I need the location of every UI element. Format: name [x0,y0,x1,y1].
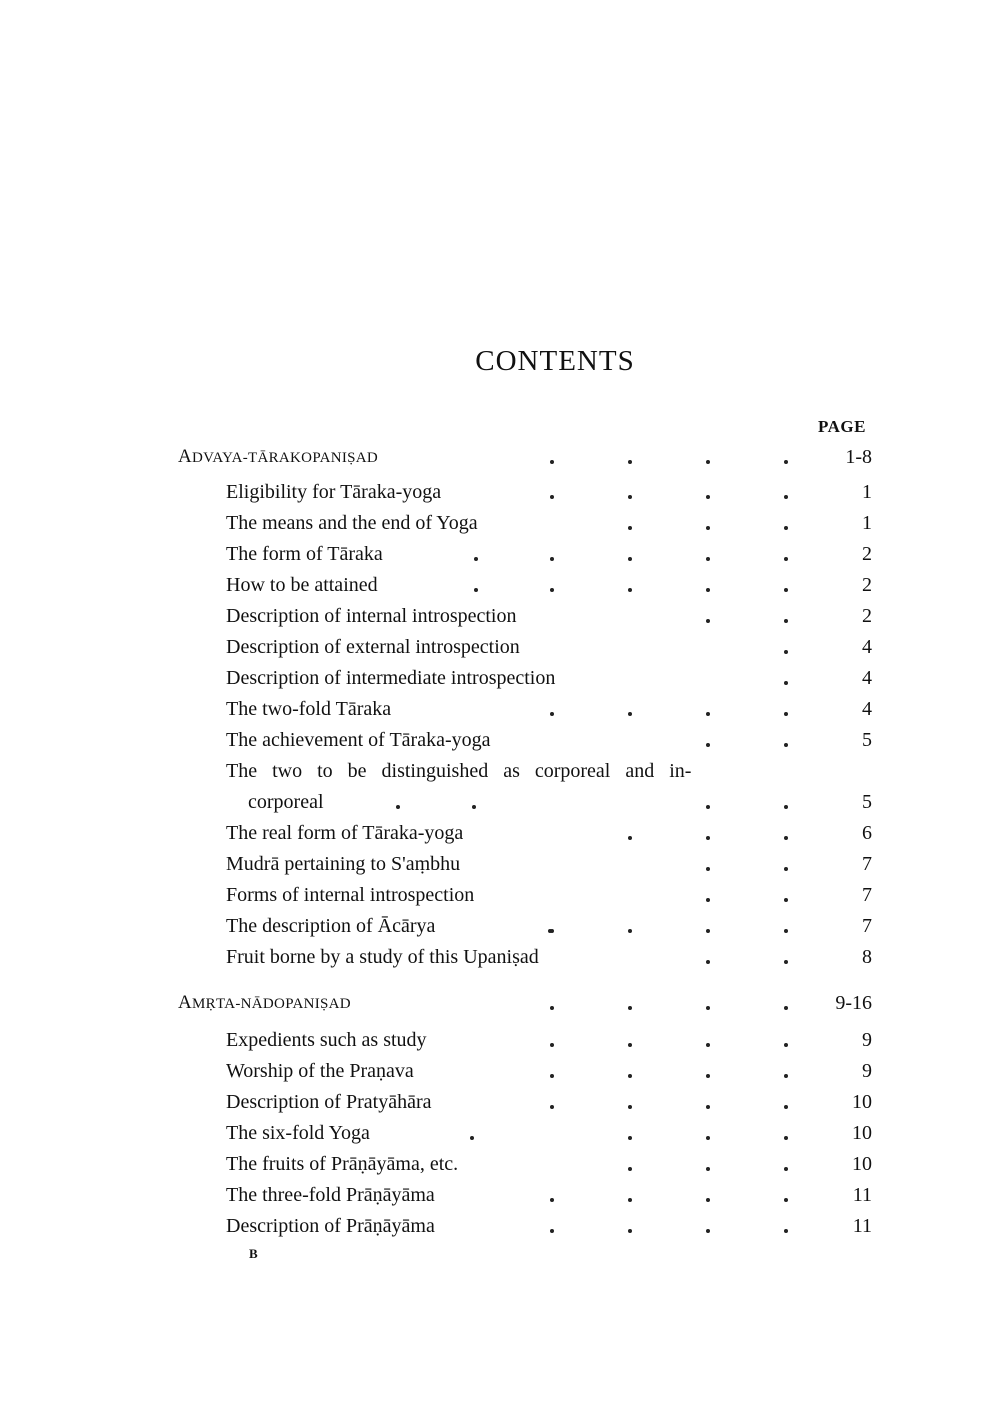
section-heading [0,992,1000,1022]
entry-page: 2 [862,543,872,565]
leader-dot [706,588,710,592]
leader-dot [396,805,400,809]
entry-label: The six-fold Yoga [226,1122,370,1144]
entry-page: 4 [862,698,872,720]
leader-dot [550,1229,554,1233]
leader-dot [706,743,710,747]
leader-dot [706,619,710,623]
signature-mark: B [249,1246,258,1261]
leader-dot [706,1167,710,1171]
toc-entry [0,1122,1000,1152]
leader-dot [706,712,710,716]
toc-entry [0,698,1000,728]
leader-dot [628,588,632,592]
leader-dot [628,836,632,840]
entry-label: The two-fold Tāraka [226,698,392,720]
entry-label: The three-fold Prāṇāyāma [226,1184,435,1206]
leader-dot [784,867,788,871]
entry-page: 11 [852,1215,872,1237]
toc-entry [0,574,1000,604]
entry-page: 1 [862,512,872,534]
entry-label: The form of Tāraka [226,543,383,565]
leader-dot [784,836,788,840]
leader-dot [628,1167,632,1171]
leader-dot [784,495,788,499]
entry-label: The two to be distinguished as corporeal and in- [226,760,692,782]
entry-page: 9 [862,1060,872,1082]
leader-dot [784,1167,788,1171]
leader-dot [474,588,478,592]
leader-dot [784,681,788,685]
toc-entry [0,760,1000,790]
leader-dot [628,1198,632,1202]
toc-entry [0,1029,1000,1059]
toc-entry [0,543,1000,573]
leader-dot [550,460,554,464]
entry-page: 8 [862,946,872,968]
leader-dot [706,1043,710,1047]
leader-dot [706,1136,710,1140]
entry-label: The real form of Tāraka-yoga [226,822,464,844]
entry-page: 10 [852,1122,872,1144]
leader-dot [706,1074,710,1078]
entry-page: 5 [862,729,872,751]
entry-page: 10 [852,1091,872,1113]
leader-dot [784,1006,788,1010]
leader-dot [550,1006,554,1010]
toc-entry-continuation [0,791,1000,821]
leader-dot [784,898,788,902]
entry-label: How to be attained [226,574,378,596]
toc-entry [0,729,1000,759]
toc-entry [0,605,1000,635]
leader-dot [784,619,788,623]
section-page-range: 9-16 [835,992,872,1014]
leader-dot [628,495,632,499]
leader-dot [706,1229,710,1233]
toc-entry [0,915,1000,945]
leader-dot [706,526,710,530]
entry-page: 9 [862,1029,872,1051]
entry-page: 6 [862,822,872,844]
leader-dot [784,1198,788,1202]
leader-dot [706,1198,710,1202]
leader-dot [706,867,710,871]
section-title-rest: DVAYA-TĀRAKOPANIṢAD [192,450,379,466]
entry-label: Mudrā pertaining to S'aṃbhu [226,853,461,875]
entry-label: The description of Ācārya [226,915,436,937]
leader-dot [784,460,788,464]
leader-dot [784,588,788,592]
leader-dot [628,1006,632,1010]
entry-label: Eligibility for Tāraka-yoga [226,481,442,503]
leader-dot [784,1043,788,1047]
toc-entry [0,1215,1000,1245]
leader-dot [784,712,788,716]
entry-label: Description of external introspection [226,636,520,658]
toc-entry [0,1060,1000,1090]
entry-label: Description of Prāṇāyāma [226,1215,435,1237]
entry-label: Description of Pratyāhāra [226,1091,432,1113]
entry-label: The means and the end of Yoga [226,512,478,534]
section-page-range: 1-8 [845,446,872,468]
leader-dot [706,1006,710,1010]
leader-dot [784,929,788,933]
entry-page: 10 [852,1153,872,1175]
leader-dot [784,805,788,809]
entry-label: Description of intermediate introspection [226,667,556,689]
toc-entry [0,512,1000,542]
entry-label: Worship of the Praṇava [226,1060,414,1082]
leader-dot [628,1074,632,1078]
leader-dot [550,1105,554,1109]
leader-dot [628,1136,632,1140]
entry-page: 7 [862,884,872,906]
entry-page: 2 [862,605,872,627]
toc-entry [0,1153,1000,1183]
entry-page: 1 [862,481,872,503]
toc-entry [0,667,1000,697]
leader-dot [706,1105,710,1109]
toc-entry [0,853,1000,883]
leader-dot [784,1136,788,1140]
leader-dot [706,495,710,499]
leader-dot [706,805,710,809]
entry-page: 11 [852,1184,872,1206]
leader-dot [784,526,788,530]
leader-dot [628,460,632,464]
page-title: CONTENTS [475,345,635,377]
leader-dot [550,588,554,592]
toc-entry [0,1184,1000,1214]
leader-dot [706,460,710,464]
leader-dot [784,650,788,654]
entry-page: 4 [862,667,872,689]
leader-dot [550,1198,554,1202]
toc-entry [0,884,1000,914]
entry-label-continuation: corporeal [248,791,324,813]
section-title-initial: A [178,992,193,1013]
leader-dot [784,1229,788,1233]
leader-dot [628,1105,632,1109]
entry-label: Fruit borne by a study of this Upaniṣad [226,946,539,968]
leader-dot [550,557,554,561]
leader-dot [550,1074,554,1078]
toc-entry [0,481,1000,511]
section-heading [0,446,1000,476]
leader-dot [628,1229,632,1233]
leader-dot [706,557,710,561]
leader-dot [628,557,632,561]
leader-dot [550,1043,554,1047]
leader-dot [706,898,710,902]
leader-dot [628,929,632,933]
leader-dot [784,1074,788,1078]
leader-dot [706,836,710,840]
leader-dot [628,712,632,716]
entry-label: The fruits of Prāṇāyāma, etc. [226,1153,459,1175]
section-title-rest: MṚTA-NĀDOPANIṢAD [192,996,351,1012]
section-title-initial: A [178,446,193,467]
leader-dot [548,929,552,933]
entry-label: Forms of internal introspection [226,884,475,906]
entry-label: The achievement of Tāraka-yoga [226,729,491,751]
leader-dot [706,960,710,964]
entry-page: 5 [862,791,872,813]
leader-dot [474,557,478,561]
leader-dot [784,1105,788,1109]
leader-dot [706,929,710,933]
entry-label: Description of internal introspection [226,605,517,627]
entry-label: Expedients such as study [226,1029,427,1051]
toc-entry [0,822,1000,852]
leader-dot [784,743,788,747]
entry-page: 7 [862,915,872,937]
page-column-header: PAGE [818,417,866,436]
toc-entry [0,1091,1000,1121]
leader-dot [550,712,554,716]
leader-dot [628,1043,632,1047]
toc-entry [0,636,1000,666]
section-title [178,446,378,468]
entry-page: 4 [862,636,872,658]
leader-dot [550,495,554,499]
leader-dot [470,1136,474,1140]
entry-page: 7 [862,853,872,875]
leader-dot [628,526,632,530]
toc-entry [0,946,1000,976]
leader-dot [472,805,476,809]
leader-dot [784,960,788,964]
entry-page: 2 [862,574,872,596]
leader-dot [784,557,788,561]
section-title [178,992,351,1014]
